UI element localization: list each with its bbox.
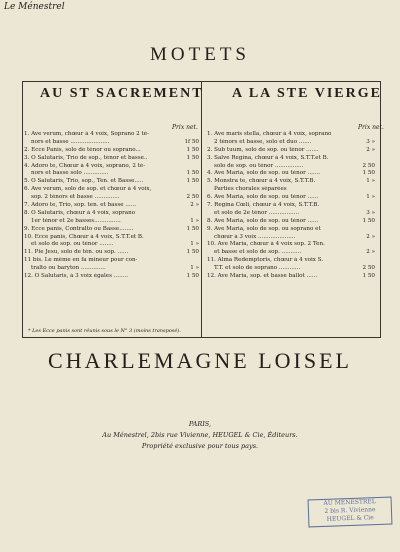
item-price: 3 » bbox=[366, 209, 375, 216]
item-title: 11 bis. Le même en fa mineur pour con- bbox=[24, 257, 138, 264]
item-title: et solo de sop. ou ténor ........ bbox=[31, 241, 114, 248]
list-item bbox=[24, 257, 199, 265]
right-price-label: Prix net. bbox=[358, 124, 384, 131]
item-price: 1 » bbox=[190, 265, 199, 272]
list-item bbox=[207, 178, 375, 186]
list-item bbox=[207, 155, 375, 163]
list-item bbox=[207, 139, 375, 147]
item-title: 1. Ave maris stella, chœur à 4 voix, soprano bbox=[207, 131, 332, 137]
item-title: Parties chorales séparées bbox=[214, 186, 287, 193]
item-title: 11. Alma Redemptoris, chœur à 4 voix S. bbox=[207, 257, 324, 264]
footnote: * Les Ecce panis sont réunis sous le N° 3 (moins transposé). bbox=[28, 328, 181, 334]
item-price: 1 50 bbox=[362, 217, 375, 224]
list-item bbox=[207, 226, 375, 234]
list-item bbox=[207, 273, 375, 281]
item-title: 1er ténor et 2e basses............... bbox=[31, 217, 121, 224]
publisher-stamp bbox=[308, 497, 393, 528]
list-item bbox=[24, 170, 199, 178]
item-price: 2 50 bbox=[186, 194, 199, 201]
item-title: 12. O Salutaris, à 3 voix égales ........ bbox=[24, 273, 128, 280]
item-title: 8. O Salutaris, chœur à 4 voix, soprano bbox=[24, 209, 136, 216]
list-item bbox=[24, 139, 199, 147]
list-item bbox=[24, 131, 199, 139]
item-title: sop. 2 ténors et basse .............. bbox=[31, 194, 120, 201]
list-item bbox=[207, 131, 375, 139]
item-price: 1 » bbox=[190, 217, 199, 224]
list-item bbox=[24, 186, 199, 194]
list-item bbox=[207, 163, 375, 171]
stamp-line: AU MÉNESTREL bbox=[323, 498, 376, 507]
item-title: tralto ou baryton .............. bbox=[31, 265, 106, 272]
item-price: 1 50 bbox=[186, 225, 199, 232]
stamp-line: HEUGEL & Cie bbox=[326, 514, 374, 523]
item-price: 1 50 bbox=[362, 170, 375, 177]
list-item bbox=[207, 234, 375, 242]
list-item bbox=[24, 147, 199, 155]
item-title: 5. O Salutaris, Trio, sop., Ten. et Basse..... bbox=[24, 178, 144, 185]
item-price: 2 » bbox=[190, 202, 199, 209]
item-title: nors et basse ...................... bbox=[31, 138, 110, 145]
list-item bbox=[24, 234, 199, 242]
left-column-heading: AU ST SACREMENT bbox=[40, 86, 204, 101]
item-title: 2. Ecce Panis, solo de ténor ou soprano... bbox=[24, 146, 141, 153]
item-price: 1 » bbox=[366, 178, 375, 185]
item-title: et basse et solo de sop. ........... bbox=[214, 249, 302, 256]
list-item bbox=[24, 273, 199, 281]
item-title: 7. Regina Cœli, chœur à 4 voix, S.T.T.B. bbox=[207, 202, 320, 209]
corner-note: Le Ménestrel bbox=[4, 2, 65, 12]
page-title: MOTETS bbox=[150, 44, 250, 65]
list-item bbox=[24, 226, 199, 234]
list-item bbox=[207, 194, 375, 202]
list-item bbox=[207, 186, 375, 194]
item-title: 7. Adoro te, Trio, sop. ten. et basse ...... bbox=[24, 202, 136, 209]
publisher-city: PARIS, bbox=[188, 420, 212, 428]
item-title: 9. Ecce panis, Contralto ou Basse........ bbox=[24, 225, 134, 232]
left-price-label: Prix net. bbox=[172, 124, 198, 131]
item-price: 2 » bbox=[366, 233, 375, 240]
list-item bbox=[207, 241, 375, 249]
item-title: 12. Ave Maria, sop. et basse ballot ...... bbox=[207, 273, 318, 280]
item-title: nors et basse solo .............. bbox=[31, 170, 109, 177]
list-item bbox=[24, 155, 199, 163]
publisher-address: Au Ménestrel, 2bis rue Vivienne, HEUGEL & Cie, Éditeurs. bbox=[102, 431, 298, 439]
item-price: 2 » bbox=[366, 249, 375, 256]
list-item bbox=[24, 202, 199, 210]
list-item bbox=[24, 163, 199, 171]
item-title: 2 ténors et basse, solo et duo ....... bbox=[214, 138, 312, 145]
item-title: 10. Ave Maria, chœur à 4 voix sop. 2 Ten. bbox=[207, 241, 325, 248]
item-title: 10. Ecce panis, Chœur à 4 voix, S.T.T.et B. bbox=[24, 233, 144, 240]
column-divider bbox=[201, 81, 202, 337]
item-price: 3 » bbox=[366, 138, 375, 145]
item-title: 6. Ave verum, solo de sop. et chœur à 4 voix, bbox=[24, 186, 152, 193]
item-title: 3. O Salutaris, Trio de sop., ténor et basse.. bbox=[24, 154, 148, 161]
list-item bbox=[24, 265, 199, 273]
right-column-heading: A LA STE VIERGE bbox=[232, 86, 382, 101]
item-price: 1 50 bbox=[186, 178, 199, 185]
list-item bbox=[24, 194, 199, 202]
list-item bbox=[207, 210, 375, 218]
item-title: 4. Adoro te, Chœur à 4 voix, soprano, 2 té- bbox=[24, 162, 146, 169]
stamp-line: 2 bis R. Vivienne bbox=[324, 506, 376, 515]
item-price: 2 50 bbox=[362, 265, 375, 272]
item-price: 2 50 bbox=[362, 162, 375, 169]
list-item bbox=[24, 210, 199, 218]
item-price: 1 50 bbox=[186, 249, 199, 256]
item-title: 8. Ave Maria, solo de sop. ou ténor ...... bbox=[207, 217, 319, 224]
item-price: 1 50 bbox=[186, 146, 199, 153]
list-item bbox=[24, 241, 199, 249]
item-title: T.T. et solo de soprano ............ bbox=[214, 265, 301, 272]
list-item bbox=[24, 178, 199, 186]
composer-name: CHARLEMAGNE LOISEL bbox=[48, 348, 352, 373]
item-price: 2 » bbox=[366, 146, 375, 153]
item-title: et solo de 2e ténor ................. bbox=[214, 209, 300, 216]
item-price: 1 » bbox=[190, 241, 199, 248]
item-price: 1f 50 bbox=[184, 138, 199, 145]
list-item bbox=[207, 265, 375, 273]
list-item bbox=[207, 218, 375, 226]
item-price: 1 50 bbox=[362, 273, 375, 280]
item-price: 1 50 bbox=[186, 273, 199, 280]
item-title: 5. Monstra te, chœur à 4 voix, S.T.T.B. bbox=[207, 178, 316, 185]
list-item bbox=[207, 202, 375, 210]
item-price: 1 » bbox=[366, 194, 375, 201]
item-title: 11. Pie Jesu, solo de tén. ou sop. ...... bbox=[24, 249, 129, 256]
item-title: solo de sop. ou ténor ................ bbox=[214, 162, 304, 169]
item-title: 2. Sub tuum, solo de sop. ou ténor ....... bbox=[207, 146, 319, 153]
list-item bbox=[24, 218, 199, 226]
item-title: 4. Ave Maria, solo de sop. ou ténor ....... bbox=[207, 170, 320, 177]
item-title: 6. Ave Maria, solo de sop. ou ténor ...... bbox=[207, 194, 319, 201]
item-title: 1. Ave verum, chœur à 4 voix, Soprano 2 té- bbox=[24, 131, 149, 137]
item-title: 9. Ave Maria, solo de sop. ou soprano et bbox=[207, 225, 321, 232]
rights-notice: Propriété exclusive pour tous pays. bbox=[141, 442, 259, 450]
right-motet-list bbox=[207, 131, 375, 281]
left-motet-list bbox=[24, 131, 199, 281]
item-price: 1 50 bbox=[186, 154, 199, 161]
item-title: 3. Salve Regina, chœur à 4 voix, S.T.T.et B. bbox=[207, 154, 329, 161]
list-item bbox=[207, 257, 375, 265]
list-item bbox=[207, 170, 375, 178]
list-item bbox=[207, 249, 375, 257]
item-price: 1 50 bbox=[186, 170, 199, 177]
item-title: chœur à 3 voix ..................... bbox=[214, 233, 296, 240]
list-item bbox=[24, 249, 199, 257]
list-item bbox=[207, 147, 375, 155]
